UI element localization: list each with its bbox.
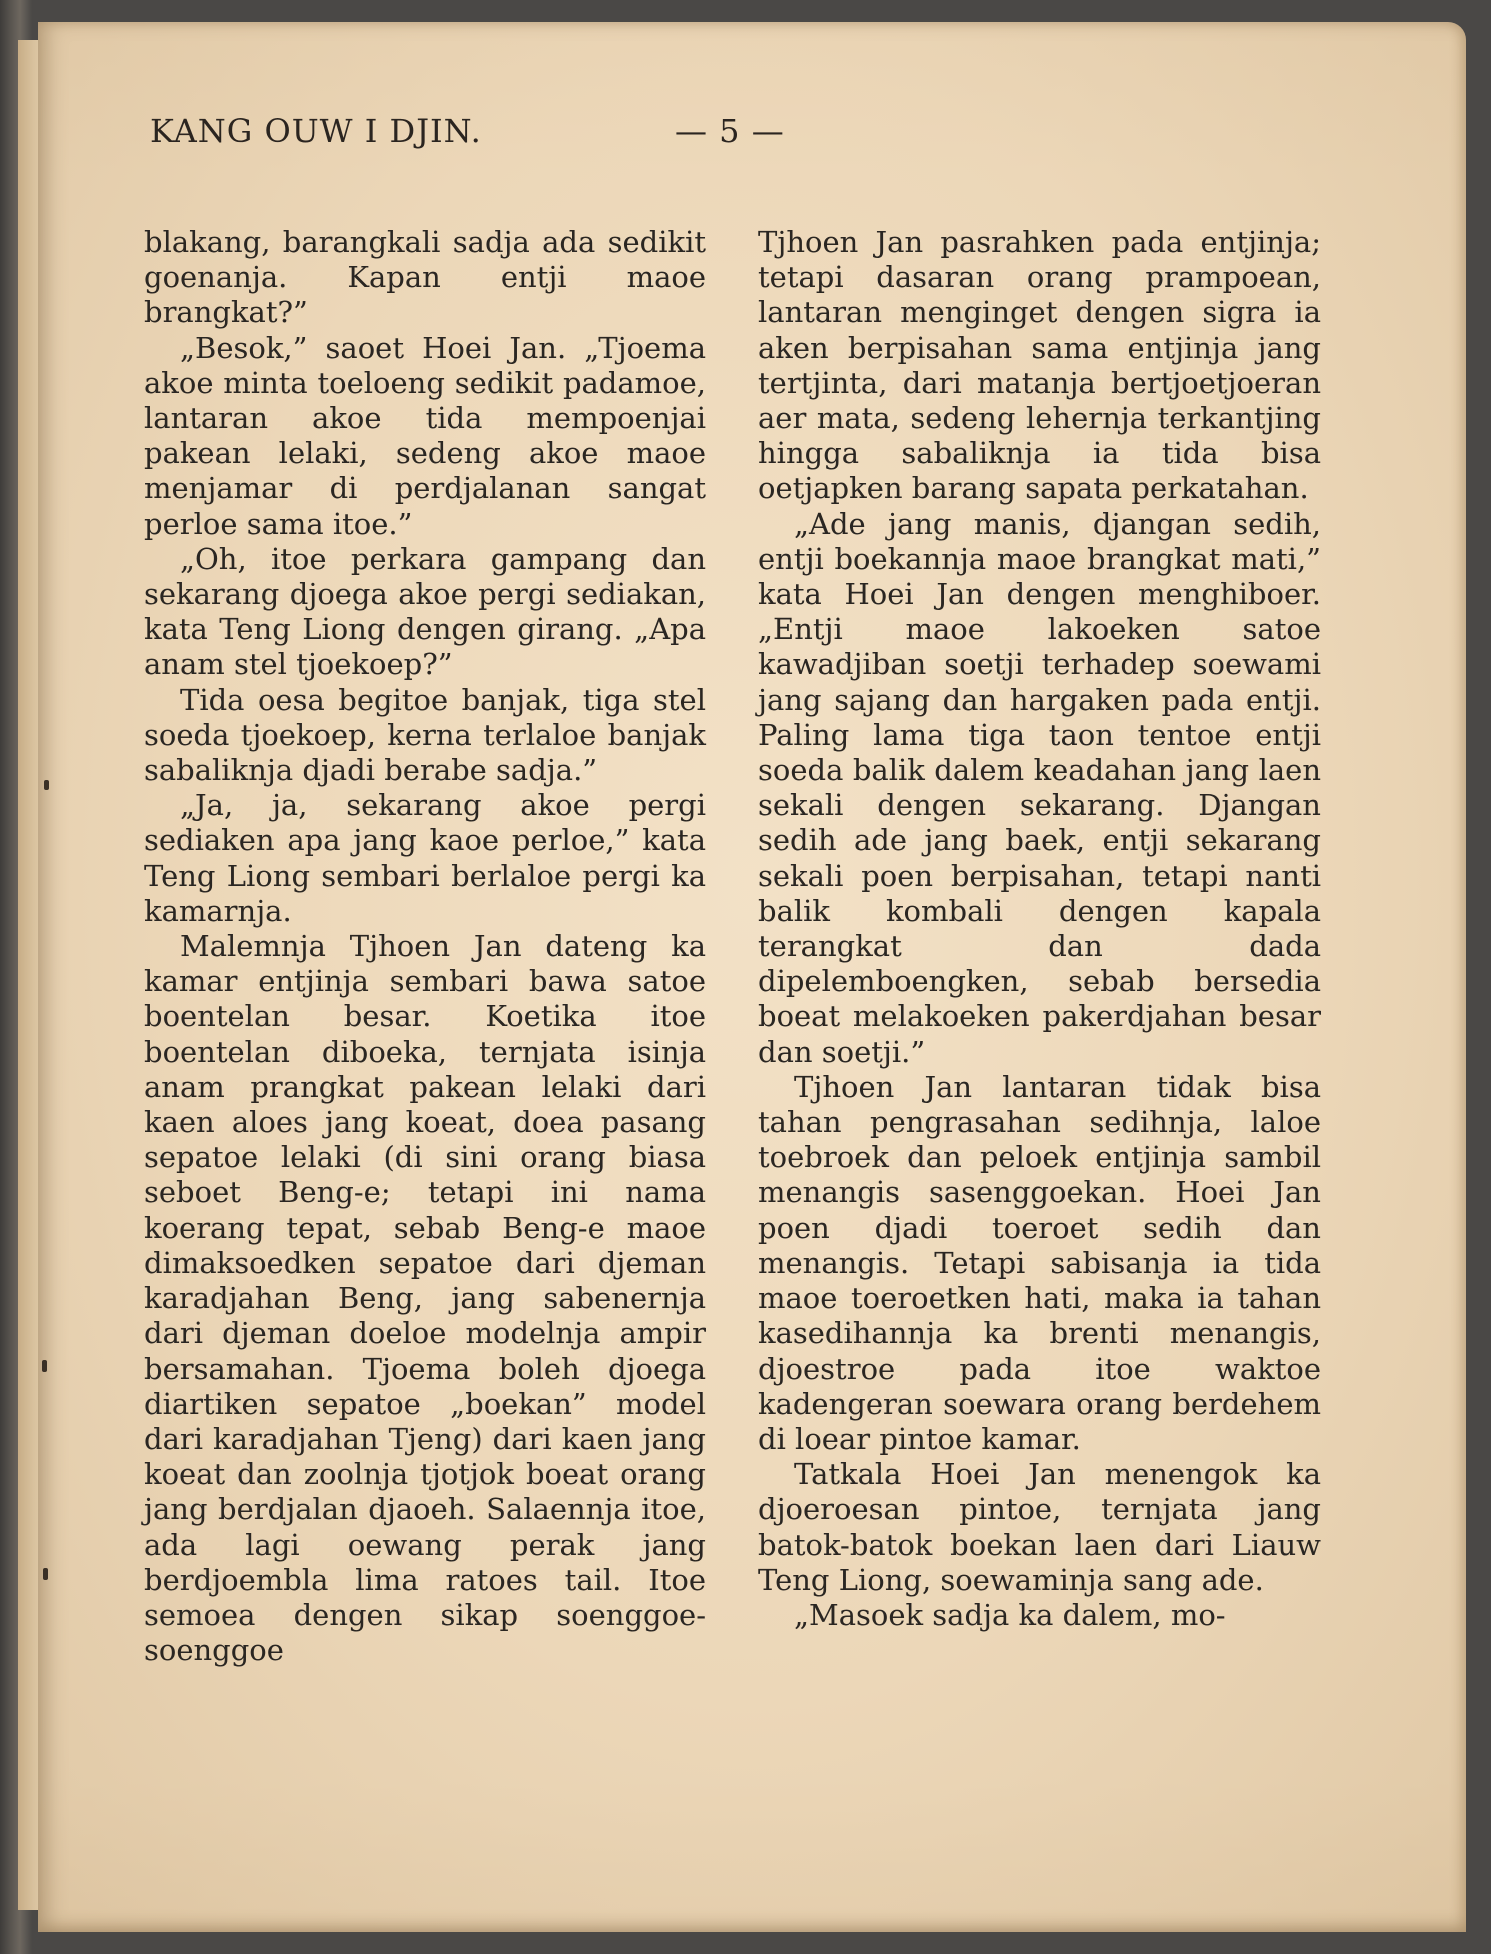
page-number: — 5 —	[675, 112, 785, 150]
margin-speck	[42, 1360, 47, 1372]
paragraph: blakang, barangkali sadja ada sedikit goenanja. Kapan entji maoe brangkat?”	[144, 225, 706, 330]
paragraph: Tjhoen Jan lantaran tidak bisa tahan pengrasahan sedihnja, laloe toebroek dan peloek entjinja sambil menangis sasenggoekan. Hoei Jan poen djadi toeroet sedih dan menangis. Tetapi sabisanja ia tida maoe toeroetken hati, maka ia tahan kasedihannja ka brenti menangis, djoestroe pada itoe waktoe kadengeran soewara orang berdehem di loear pintoe kamar.	[758, 1069, 1321, 1456]
paragraph: Malemnja Tjhoen Jan dateng ka kamar entjinja sembari bawa satoe boentelan besar. Koetika itoe boentelan diboeka, ternjata isinja anam prangkat pakean lelaki dari kaen aloes jang koeat, doea pasang sepatoe lelaki (di sini orang biasa seboet Beng-e; tetapi ini nama koerang tepat, sebab Beng-e maoe dimaksoedken sepatoe dari djeman karadjahan Beng, jang sabenernja dari djeman doeloe modelnja ampir bersamahan. Tjoema boleh djoega diartiken sepatoe „boekan” model dari karadjahan Tjeng) dari kaen jang koeat dan zoolnja tjotjok boeat orang jang berdjalan djaoeh. Salaennja itoe, ada lagi oewang perak jang berdjoembla lima ratoes tail. Itoe semoea dengen sikap soenggoe-soenggoe	[144, 929, 706, 1668]
paragraph: „Ja, ja, sekarang akoe pergi sediaken apa jang kaoe perloe,” kata Teng Liong sembari berlaloe pergi ka kamarnja.	[144, 788, 706, 928]
paragraph: „Masoek sadja ka dalem, mo-	[794, 1597, 1226, 1632]
paragraph: „Oh, itoe perkara gampang dan sekarang djoega akoe pergi sediakan, kata Teng Liong dengen girang. „Apa anam stel tjoekoep?”	[144, 541, 706, 682]
left-text-column	[144, 225, 706, 1668]
right-text-column	[758, 225, 1321, 1633]
paragraph: „Ade jang manis, djangan sedih, entji boekannja maoe brangkat mati,” kata Hoei Jan dengen menghiboer. „Entji maoe lakoeken satoe kawadjiban soetji terhadep soewami jang sajang dan hargaken pada entji. Paling lama tiga taon tentoe entji soeda balik dalem keadahan jang laen sekali dengen sekarang. Djangan sedih ade jang baek, entji sekarang sekali poen berpisahan, tetapi nanti balik kombali dengen kapala terangkat dan dada dipelemboengken, sebab bersedia boeat melakoeken pakerdjahan besar dan soetji.”	[758, 506, 1321, 1069]
paragraph: Tida oesa begitoe banjak, tiga stel soeda tjoekoep, kerna terlaloe banjak sabaliknja djadi berabe sadja.”	[144, 682, 706, 788]
paragraph: „Besok,” saoet Hoei Jan. „Tjoema akoe minta toeloeng sedikit padamoe, lantaran akoe tida mempoenjai pakean lelaki, sedeng akoe maoe menjamar di perdjalanan sangat perloe sama itoe.”	[144, 330, 706, 541]
book-title: KANG OUW I DJIN.	[150, 112, 482, 150]
paragraph: Tatkala Hoei Jan menengok ka djoeroesan pintoe, ternjata jang batok-batok boekan laen dari Liauw Teng Liong, soewaminja sang ade.	[758, 1457, 1321, 1597]
paragraph: Tjhoen Jan pasrahken pada entjinja; tetapi dasaran orang prampoean, lantaran menginget dengen sigra ia aken berpisahan sama entjinja jang tertjinta, dari matanja bertjoetjoeran aer mata, sedeng lehernja terkantjing hingga sabaliknja ia tida bisa oetjapken barang sapata perkatahan.	[758, 225, 1321, 506]
running-header	[150, 112, 800, 160]
margin-speck	[44, 780, 49, 790]
margin-speck	[43, 1568, 48, 1580]
